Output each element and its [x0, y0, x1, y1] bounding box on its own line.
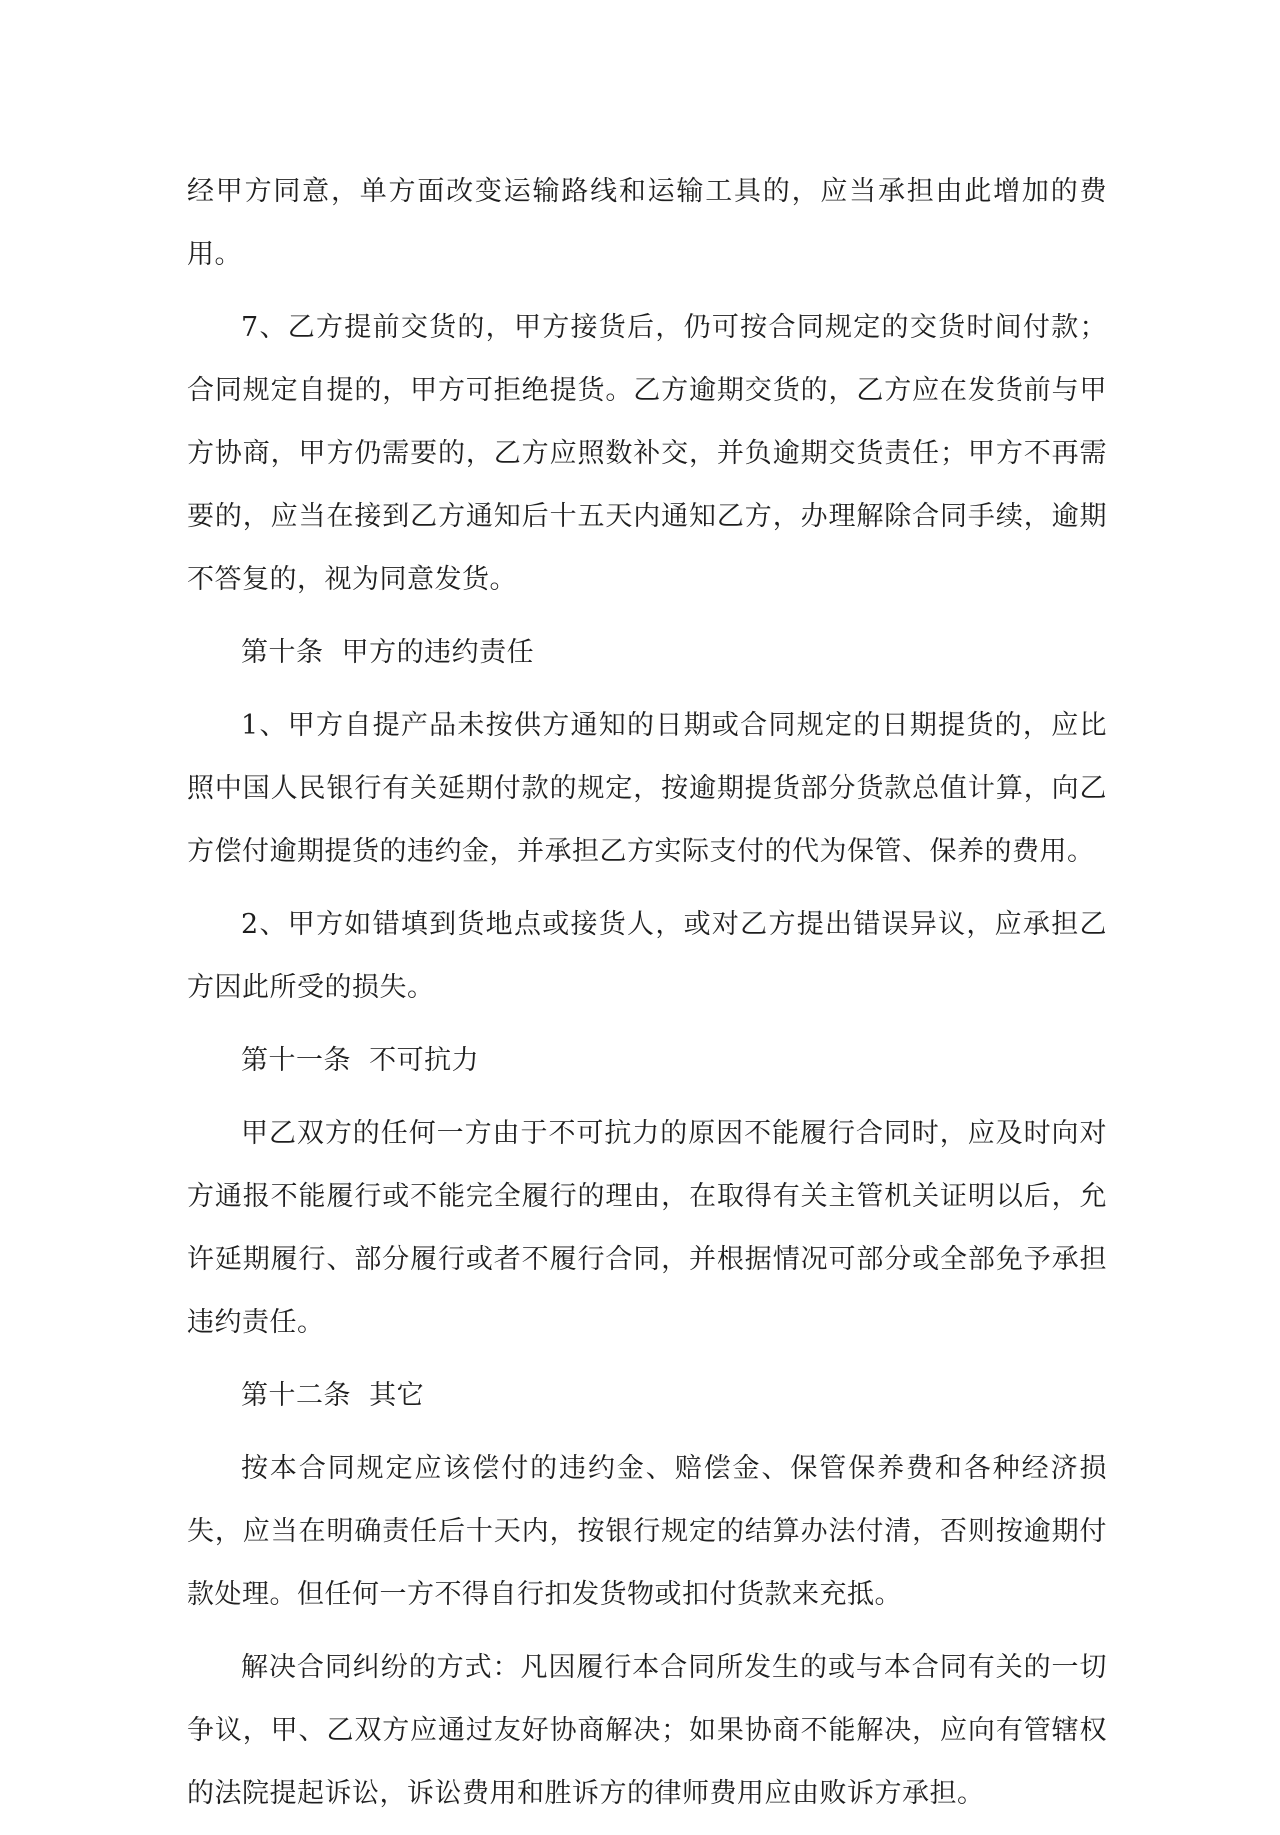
- heading-article-10: 第十条 甲方的违约责任: [241, 637, 535, 668]
- paragraph-force-majeure: 甲乙双方的任何一方由于不可抗力的原因不能履行合同时，应及时向对方通报不能履行或不能完全履行的理由，在取得有关主管机关证明以后，允许延期履行、部分履行或者不履行合同，并根据情况可部分或全部免予承担违约责任。: [187, 1118, 1107, 1338]
- paragraph-article-10-item-1: 1、甲方自提产品未按供方通知的日期或合同规定的日期提货的，应比照中国人民银行有关延期付款的规定，按逾期提货部分货款总值计算，向乙方偿付逾期提货的违约金，并承担乙方实际支付的代为保管、保养的费用。: [187, 710, 1107, 867]
- paragraph-article-10-item-2: 2、甲方如错填到货地点或接货人，或对乙方提出错误异议，应承担乙方因此所受的损失。: [187, 909, 1107, 1003]
- paragraph-clause-7-delivery: 7、乙方提前交货的，甲方接货后，仍可按合同规定的交货时间付款；合同规定自提的，甲方可拒绝提货。乙方逾期交货的，乙方应在发货前与甲方协商，甲方仍需要的，乙方应照数补交，并负逾期交货责任；甲方不再需要的，应当在接到乙方通知后十五天内通知乙方，办理解除合同手续，逾期不答复的，视为同意发货。: [187, 312, 1107, 595]
- document-body: [187, 160, 1107, 1835]
- paragraph-compensation: 按本合同规定应该偿付的违约金、赔偿金、保管保养费和各种经济损失，应当在明确责任后十天内，按银行规定的结算办法付清，否则按逾期付款处理。但任何一方不得自行扣发货物或扣付货款来充抵。: [187, 1453, 1107, 1610]
- paragraph-dispute-resolution: 解决合同纠纷的方式：凡因履行本合同所发生的或与本合同有关的一切争议，甲、乙双方应通过友好协商解决；如果协商不能解决，应向有管辖权的法院提起诉讼，诉讼费用和胜诉方的律师费用应由败诉方承担。: [187, 1652, 1107, 1809]
- heading-article-12: 第十二条 其它: [241, 1380, 425, 1411]
- paragraph-transport-cost: 经甲方同意，单方面改变运输路线和运输工具的，应当承担由此增加的费用。: [187, 176, 1107, 270]
- heading-article-11: 第十一条 不可抗力: [241, 1045, 480, 1076]
